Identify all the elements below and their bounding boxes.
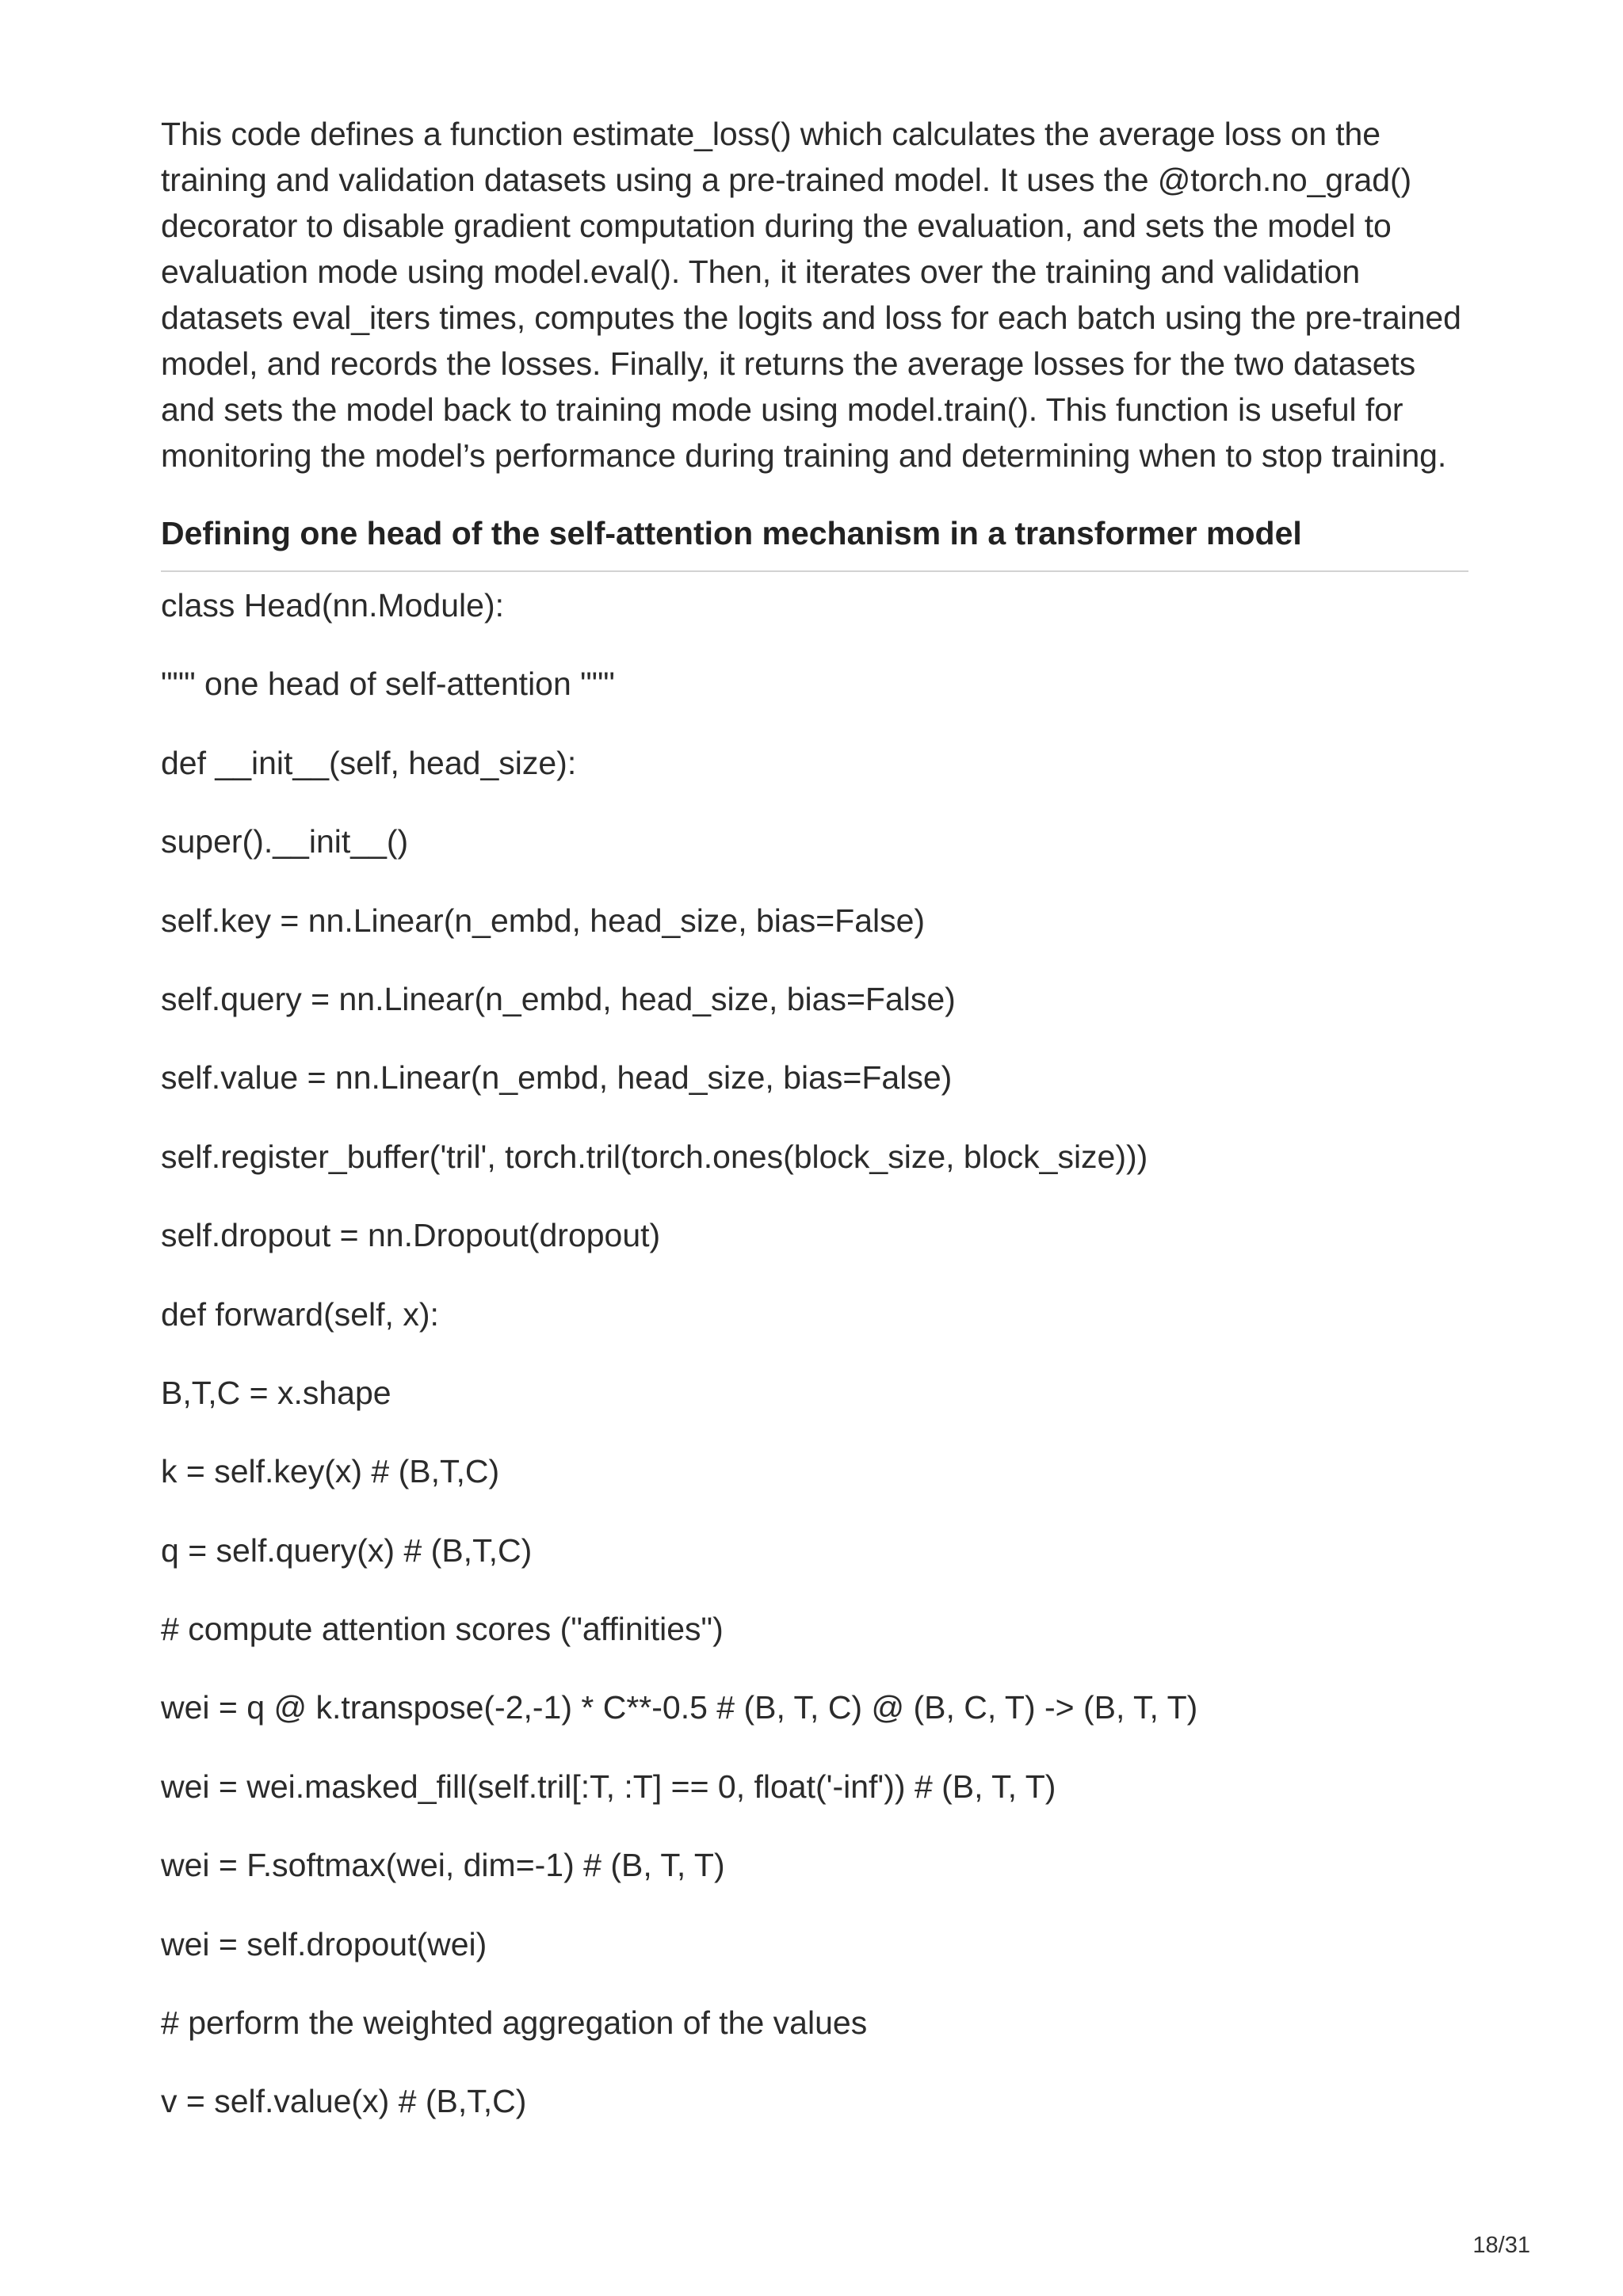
- code-line: wei = F.softmax(wei, dim=-1) # (B, T, T): [161, 1847, 725, 1884]
- intro-paragraph: This code defines a function estimate_loss() which calculates the average loss on the training and validation datasets using a pre-trained model. It uses the @torch.no_grad() decorator to disable gradient computation during the evaluation, and sets the model to evaluation mode using model.eval(). Then, it iterates over the training and validation datasets eval_iters times, computes the logits and loss for each batch using the pre-trained model, and records the losses. Finally, it returns the average losses for the two datasets and sets the model back to training mode using model.train(). This function is useful for monitoring the model’s performance during training and determining when to stop training.: [161, 116, 1461, 474]
- code-line: wei = wei.masked_fill(self.tril[:T, :T] == 0, float('-inf')) # (B, T, T): [161, 1768, 1056, 1805]
- code-line: q = self.query(x) # (B,T,C): [161, 1531, 533, 1569]
- code-block: [161, 582, 1468, 2124]
- document-body: [161, 111, 1468, 2157]
- code-line: class Head(nn.Module):: [161, 587, 504, 624]
- code-line: # compute attention scores ("affinities"): [161, 1611, 724, 1648]
- code-line: k = self.key(x) # (B,T,C): [161, 1453, 500, 1490]
- code-line: v = self.value(x) # (B,T,C): [161, 2083, 527, 2120]
- code-line: self.dropout = nn.Dropout(dropout): [161, 1217, 661, 1254]
- code-line: def __init__(self, head_size):: [161, 744, 577, 781]
- code-line: def forward(self, x):: [161, 1295, 439, 1333]
- code-line: """ one head of self-attention """: [161, 666, 615, 703]
- code-line: wei = self.dropout(wei): [161, 1925, 487, 1962]
- page-number: 18/31: [1472, 2233, 1530, 2258]
- code-line: wei = q @ k.transpose(-2,-1) * C**-0.5 # (B, T, C) @ (B, C, T) -> (B, T, T): [161, 1689, 1198, 1726]
- code-line: # perform the weighted aggregation of the values: [161, 2004, 868, 2042]
- code-line: self.value = nn.Linear(n_embd, head_size, bias=False): [161, 1059, 953, 1097]
- code-line: super().__init__(): [161, 823, 409, 860]
- code-line: self.query = nn.Linear(n_embd, head_size, bias=False): [161, 980, 956, 1017]
- section-heading: Defining one head of the self-attention mechanism in a transformer model: [161, 510, 1468, 572]
- code-line: B,T,C = x.shape: [161, 1374, 391, 1411]
- code-line: self.key = nn.Linear(n_embd, head_size, bias=False): [161, 902, 926, 939]
- code-line: self.register_buffer('tril', torch.tril(torch.ones(block_size, block_size))): [161, 1138, 1148, 1175]
